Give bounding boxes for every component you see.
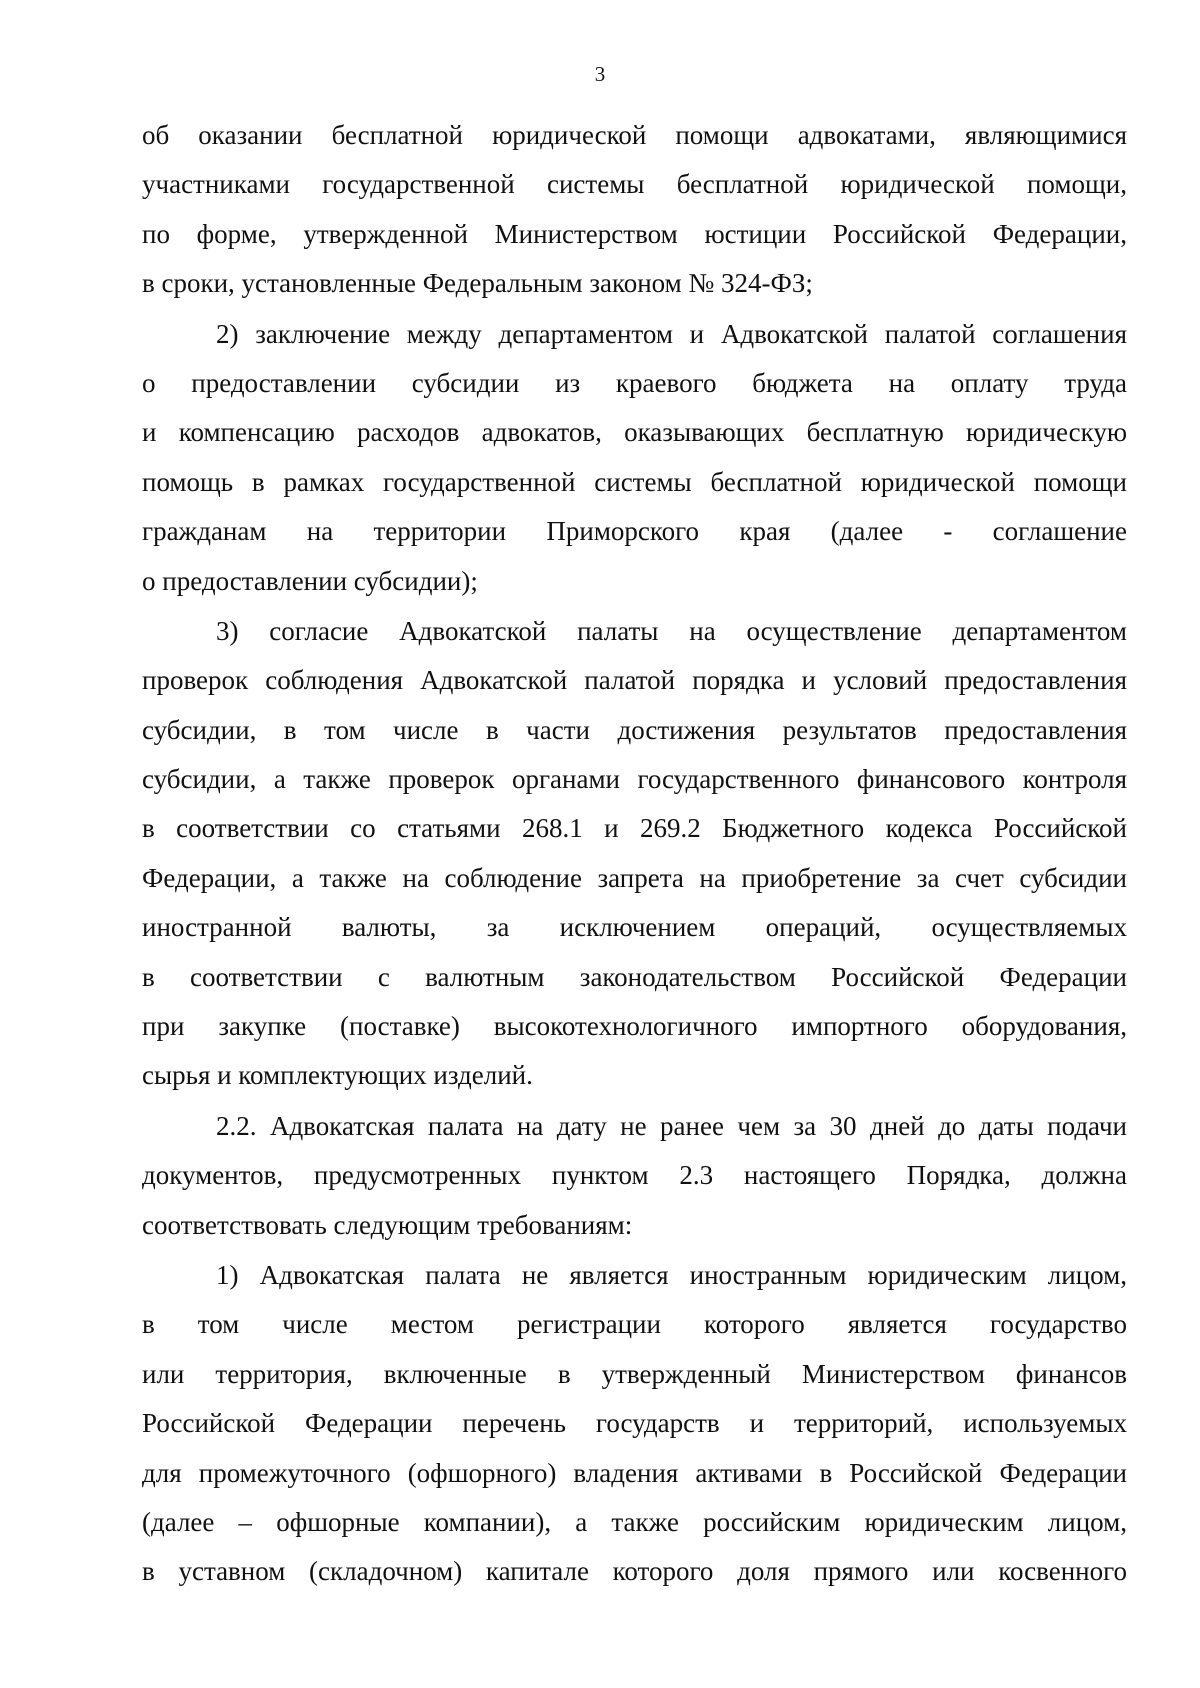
paragraph <box>142 111 1127 309</box>
paragraph <box>142 1251 1127 1597</box>
text-line: помощь в рамках государственной системы бесплатной юридической помощи <box>142 466 1127 497</box>
text-line: или территория, включенные в утвержденный Министерством финансов <box>142 1358 1127 1389</box>
text-line: о предоставлении субсидии из краевого бюджета на оплату труда <box>142 367 1127 398</box>
paragraph <box>142 607 1127 1101</box>
page-number: 3 <box>594 62 606 86</box>
text-line: в том числе местом регистрации которого является государство <box>142 1309 1127 1340</box>
text-line: для промежуточного (офшорного) владения активами в Российской Федерации <box>142 1457 1127 1488</box>
text-line: документов, предусмотренных пунктом 2.3 настоящего Порядка, должна <box>142 1160 1127 1191</box>
text-line: в соответствии со статьями 268.1 и 269.2 Бюджетного кодекса Российской <box>142 813 1127 844</box>
text-line: по форме, утвержденной Министерством юстиции Российской Федерации, <box>142 218 1127 249</box>
text-line: (далее – офшорные компании), а также российским юридическим лицом, <box>142 1506 1127 1537</box>
text-line: 2.2. Адвокатская палата на дату не ранее чем за 30 дней до даты подачи <box>216 1110 1127 1141</box>
text-line: субсидии, а также проверок органами государственного финансового контроля <box>142 764 1127 795</box>
text-line: участниками государственной системы бесплатной юридической помощи, <box>142 169 1127 200</box>
text-line: о предоставлении субсидии); <box>142 565 478 596</box>
text-line: гражданам на территории Приморского края (далее - соглашение <box>142 516 1127 547</box>
text-line: субсидии, в том числе в части достижения результатов предоставления <box>142 714 1127 745</box>
text-line: соответствовать следующим требованиям: <box>142 1209 633 1240</box>
text-line: 1) Адвокатская палата не является иностранным юридическим лицом, <box>216 1259 1127 1290</box>
text-line: и компенсацию расходов адвокатов, оказывающих бесплатную юридическую <box>142 417 1127 448</box>
paragraph <box>142 1102 1127 1250</box>
text-line: сырья и комплектующих изделий. <box>142 1060 533 1091</box>
text-line: в уставном (складочном) капитале которого доля прямого или косвенного <box>142 1556 1127 1587</box>
text-line: 2) заключение между департаментом и Адвокатской палатой соглашения <box>216 318 1127 349</box>
text-line: Российской Федерации перечень государств и территорий, используемых <box>142 1408 1127 1439</box>
text-line: при закупке (поставке) высокотехнологичного импортного оборудования, <box>142 1011 1127 1042</box>
text-line: Федерации, а также на соблюдение запрета на приобретение за счет субсидии <box>142 862 1127 893</box>
text-line: иностранной валюты, за исключением операций, осуществляемых <box>142 912 1127 943</box>
text-line: в соответствии с валютным законодательством Российской Федерации <box>142 961 1127 992</box>
text-line: 3) согласие Адвокатской палаты на осуществление департаментом <box>216 615 1127 646</box>
document-body <box>142 111 1127 1597</box>
text-line: об оказании бесплатной юридической помощи адвокатами, являющимися <box>142 120 1127 150</box>
text-line: проверок соблюдения Адвокатской палатой порядка и условий предоставления <box>142 665 1127 696</box>
paragraph <box>142 310 1127 606</box>
text-line: в сроки, установленные Федеральным законом № 324-ФЗ; <box>142 268 813 299</box>
